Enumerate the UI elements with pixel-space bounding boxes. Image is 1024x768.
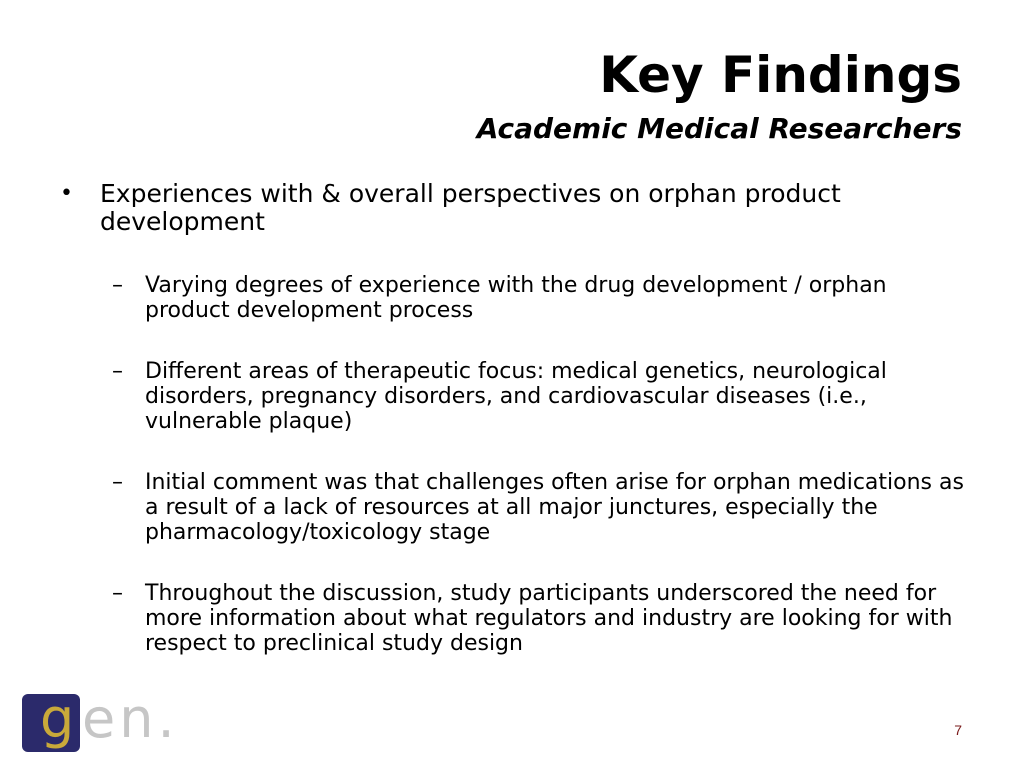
dash-marker: – [112, 273, 123, 298]
sub-bullet-text: Varying degrees of experience with the drug development / orphan product development process [145, 273, 887, 323]
sub-bullet-text: Initial comment was that challenges often arise for orphan medications as a result of a lack of resources at all major junctures, especially the pharmacology/toxicology stage [145, 470, 964, 545]
sub-bullet [60, 359, 970, 434]
sub-bullet-text: Throughout the discussion, study participants underscored the need for more information about what regulators and industry are looking for with respect to preclinical study design [145, 581, 953, 656]
dash-marker: – [112, 359, 123, 384]
main-bullet-text: Experiences with & overall perspectives on orphan product development [100, 179, 841, 236]
dash-marker: – [112, 581, 123, 606]
slide-title: Key Findings [599, 46, 962, 104]
sub-bullet [60, 273, 970, 323]
slide-content [60, 180, 970, 656]
sub-bullet-text: Different areas of therapeutic focus: medical genetics, neurological disorders, pregnancy disorders, and cardiovascular diseases (i.e., vulnerable plaque) [145, 359, 887, 434]
logo-wordmark: en. [82, 687, 179, 750]
main-bullet [60, 180, 970, 236]
logo-letter: g [40, 687, 75, 750]
sub-bullet-list [60, 273, 970, 656]
dash-marker: – [112, 470, 123, 495]
sub-bullet [60, 581, 970, 656]
slide-subtitle: Academic Medical Researchers [476, 112, 962, 145]
bullet-marker: • [60, 181, 73, 206]
page-number: 7 [954, 722, 962, 738]
gen-logo [22, 687, 192, 752]
sub-bullet [60, 470, 970, 545]
